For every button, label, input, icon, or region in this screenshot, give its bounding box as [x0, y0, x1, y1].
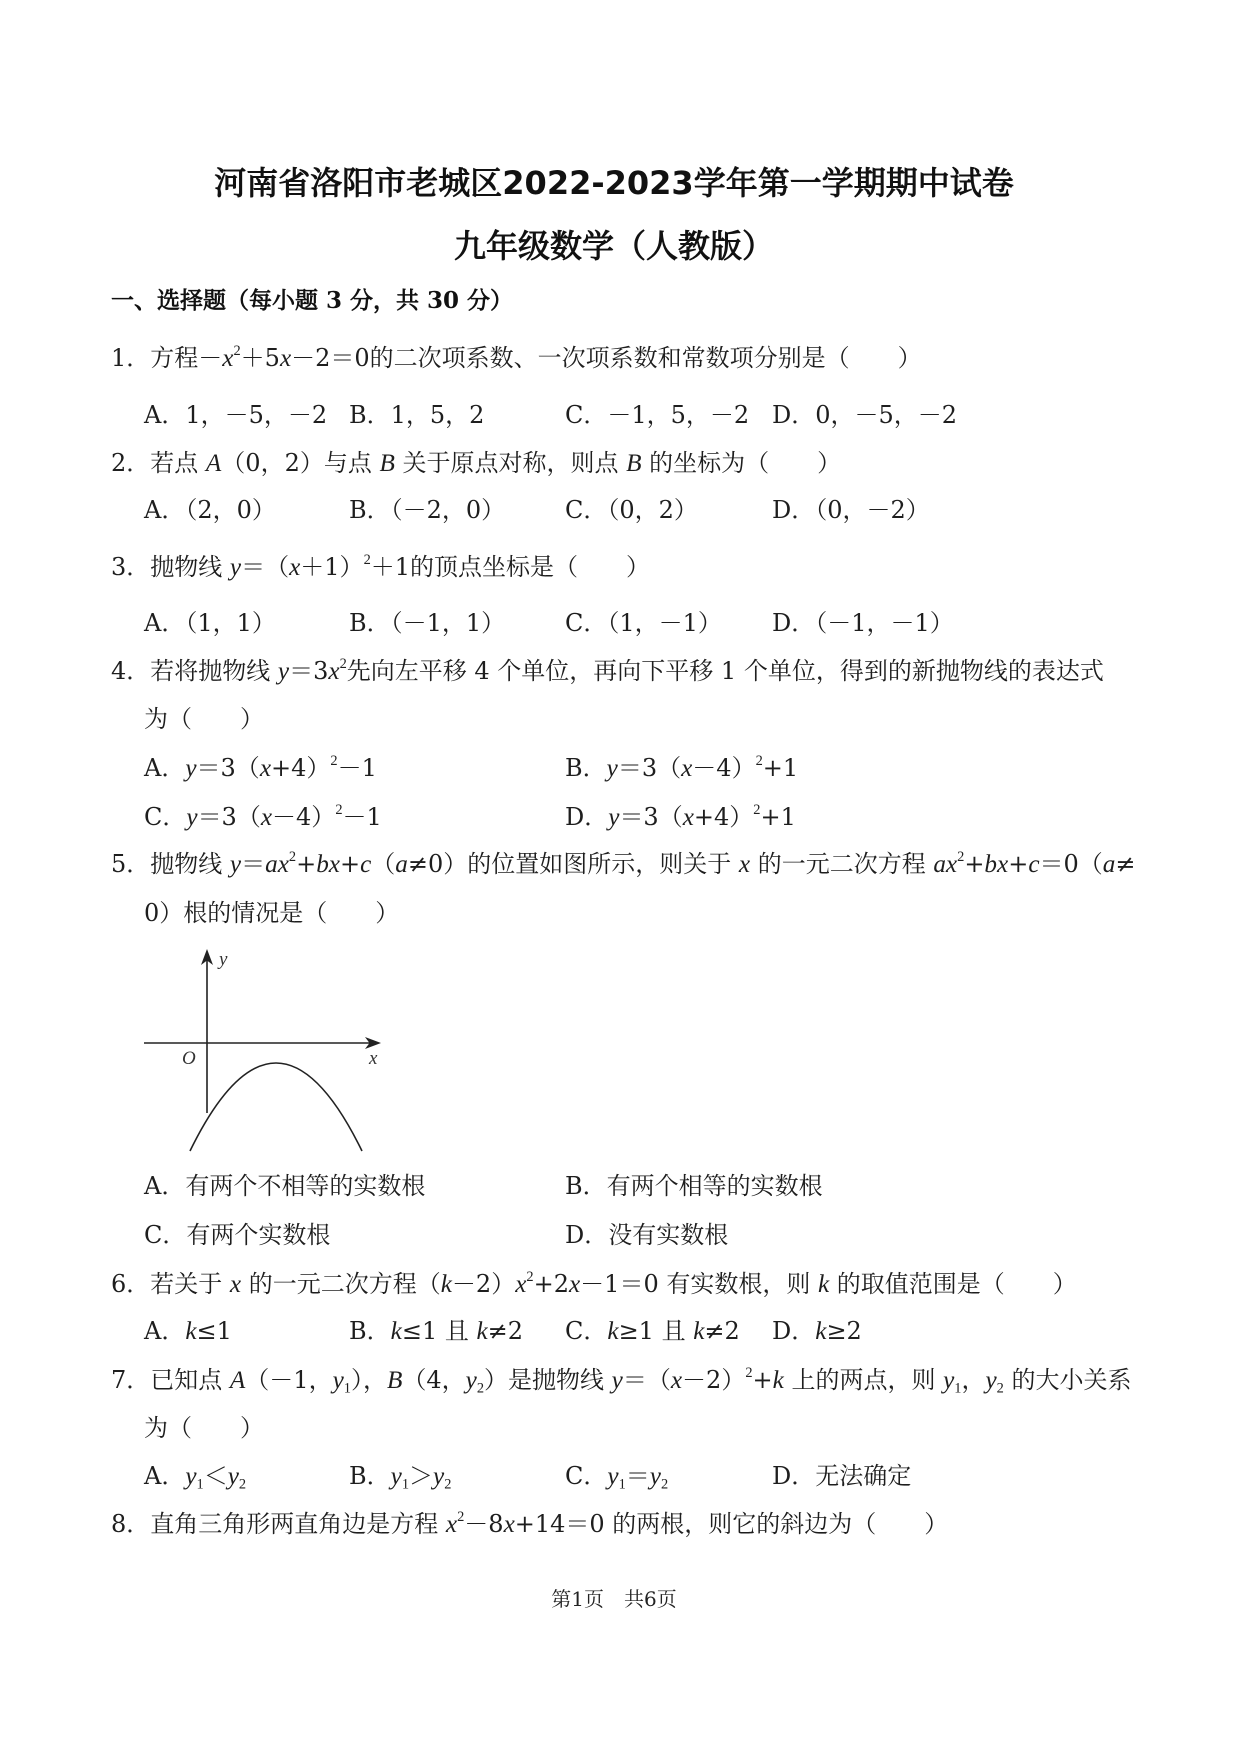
text-run: B． [349, 1462, 391, 1490]
question-5-option-b [565, 1170, 823, 1202]
text-run: D． [565, 803, 609, 831]
math-variable: y [229, 851, 242, 878]
question-4-stem [111, 655, 1104, 687]
math-variable: y [985, 1367, 997, 1394]
text-run: +1 [760, 803, 796, 831]
text-run: + [964, 850, 985, 878]
text-run: （ [371, 850, 396, 878]
question-1-option-d [772, 399, 957, 431]
subscript: 2 [660, 1476, 669, 1493]
text-run: 的一元二次方程 [750, 850, 934, 878]
superscript: 2 [335, 802, 343, 819]
math-variable: B [386, 1367, 403, 1394]
math-variable: x [260, 804, 273, 831]
text-run: +4） [271, 754, 331, 782]
text-run: C．（1，－1） [565, 609, 722, 637]
text-run: D．无法确定 [772, 1462, 912, 1490]
text-run: ≤1 且 [401, 1317, 477, 1345]
question-1-stem [111, 342, 922, 374]
question-4-option-b [565, 752, 798, 784]
text-run: ＝（ [241, 553, 290, 581]
math-variable: y [608, 804, 620, 831]
math-variable: k [440, 1271, 452, 1298]
text-run: －1 [337, 754, 377, 782]
math-variable: x [670, 1367, 683, 1394]
question-7-option-a [144, 1460, 246, 1492]
text-run: ≠2 [704, 1317, 740, 1345]
x-axis-label: x [369, 1048, 378, 1069]
text-run: ＝3（ [196, 754, 260, 782]
text-run: B． [349, 1317, 391, 1345]
subscript: 1 [954, 1380, 962, 1397]
text-run: 3．抛物线 [111, 553, 230, 581]
question-5-option-d [565, 1219, 728, 1251]
text-run: B． [565, 754, 607, 782]
text-run: C．－1，5，－2 [565, 401, 750, 429]
question-1-option-c [565, 399, 749, 431]
math-variable: x [229, 1271, 242, 1298]
question-7-stem-line-2 [144, 1412, 264, 1444]
text-run: －1 [342, 803, 382, 831]
text-run: +2 [533, 1270, 569, 1298]
superscript: 2 [745, 1365, 753, 1382]
text-run: ）是抛物线 [484, 1366, 612, 1394]
question-1-option-b [349, 399, 484, 431]
math-variable: x [289, 554, 301, 581]
text-run: 的坐标为（ ） [641, 449, 842, 477]
text-run: ＝3（ [617, 754, 682, 782]
text-run: （4， [402, 1366, 466, 1394]
math-variable: y [229, 554, 242, 581]
text-run: －2） [451, 1270, 516, 1298]
question-3-stem [111, 551, 650, 583]
text-run: C．（0，2） [565, 496, 698, 524]
exam-subtitle: 九年级数学（人教版） [453, 227, 774, 265]
math-variable: x [503, 1511, 515, 1538]
question-3-option-d [772, 607, 954, 639]
text-run: D． [772, 1317, 816, 1345]
subscript: 1 [618, 1476, 626, 1493]
text-run: 为（ ） [144, 1414, 264, 1442]
superscript: 2 [288, 849, 297, 866]
question-6-option-d [772, 1315, 862, 1347]
text-run: 2．若点 [111, 449, 206, 477]
text-run: ， [961, 1366, 986, 1394]
math-variable: k [693, 1318, 705, 1345]
question-6-stem [111, 1268, 1077, 1300]
math-variable: bx [984, 851, 1009, 878]
text-run: 8．直角三角形两直角边是方程 [111, 1510, 446, 1538]
math-variable: x [328, 658, 340, 685]
math-variable: y [185, 1463, 197, 1490]
text-run: C． [144, 803, 187, 831]
text-run: （－1， [245, 1366, 333, 1394]
text-run: －2） [682, 1366, 746, 1394]
text-run: A． [144, 754, 186, 782]
math-variable: A [229, 1367, 246, 1394]
text-run: B．（－1，1） [349, 609, 506, 637]
superscript: 2 [363, 552, 371, 569]
math-variable: k [772, 1367, 784, 1394]
math-variable: x [222, 345, 234, 372]
text-run: D．（－1，－1） [772, 609, 954, 637]
question-6-option-a [144, 1315, 232, 1347]
math-variable: x [681, 755, 693, 782]
text-run: A．1，－5，－2 [144, 401, 328, 429]
text-run: D．没有实数根 [565, 1221, 729, 1249]
text-run: 1．方程－ [111, 344, 223, 372]
text-run: 的一元二次方程（ [241, 1270, 441, 1298]
question-4-option-c [144, 801, 382, 833]
text-run: 为（ ） [144, 705, 264, 733]
math-variable: x [515, 1271, 527, 1298]
math-variable: x [738, 851, 751, 878]
text-run: 0）根的情况是（ ） [144, 899, 400, 927]
math-variable: x [279, 345, 292, 372]
superscript: 2 [457, 1509, 465, 1526]
subscript: 1 [196, 1476, 204, 1493]
question-1-option-a [144, 399, 327, 431]
text-run: ＝ [625, 1462, 650, 1490]
question-7-option-c [565, 1460, 668, 1492]
text-run: ＝（ [622, 1366, 671, 1394]
parabola-curve [190, 1063, 362, 1151]
y-axis-label: y [219, 949, 228, 970]
math-variable: x [568, 1271, 581, 1298]
text-run: ＝0（ [1039, 850, 1103, 878]
text-run: 关于原点对称，则点 [394, 449, 627, 477]
question-4-option-d [565, 801, 796, 833]
math-variable: a [395, 851, 408, 878]
question-5-stem [111, 848, 1135, 880]
text-run: C． [565, 1462, 608, 1490]
subscript: 2 [444, 1476, 452, 1493]
text-run: ≠ [1115, 850, 1136, 878]
math-variable: ax [933, 851, 958, 878]
text-run: C． [565, 1317, 608, 1345]
subscript: 1 [343, 1380, 351, 1397]
origin-label: O [182, 1048, 196, 1069]
text-run: D．0，－5，－2 [772, 401, 958, 429]
subscript: 2 [996, 1380, 1004, 1397]
math-variable: B [626, 450, 642, 477]
math-variable: k [817, 1271, 830, 1298]
text-run: +4） [693, 803, 754, 831]
math-variable: y [465, 1367, 477, 1394]
question-5-stem-line-2 [144, 897, 399, 929]
math-variable: y [611, 1367, 623, 1394]
text-run: 6．若关于 [111, 1270, 230, 1298]
superscript: 2 [233, 343, 241, 360]
text-run: ＋1） [300, 553, 364, 581]
math-variable: B [379, 450, 395, 477]
subscript: 2 [238, 1476, 247, 1493]
superscript: 2 [330, 753, 338, 770]
question-5-option-c [144, 1219, 330, 1251]
text-run: A．（1，1） [144, 609, 276, 637]
question-2-option-d [772, 494, 930, 526]
text-run: A．（2，0） [144, 496, 276, 524]
text-run: + [296, 850, 317, 878]
math-variable: y [649, 1463, 661, 1490]
math-variable: x [445, 1511, 458, 1538]
math-variable: y [185, 755, 197, 782]
exam-title: 河南省洛阳市老城区2022-2023学年第一学期期中试卷 [214, 164, 1014, 202]
text-run: ≥2 [826, 1317, 862, 1345]
text-run: B．有两个相等的实数根 [565, 1172, 823, 1200]
text-run: D．（0，－2） [772, 496, 930, 524]
math-variable: k [476, 1318, 488, 1345]
text-run: ＋1的顶点坐标是（ ） [370, 553, 651, 581]
text-run: ＞ [409, 1462, 434, 1490]
text-run: 7．已知点 [111, 1366, 230, 1394]
question-2-option-b [349, 494, 505, 526]
subscript: 1 [401, 1476, 410, 1493]
math-variable: k [185, 1318, 197, 1345]
math-variable: A [205, 450, 222, 477]
text-run: + [1008, 850, 1029, 878]
superscript: 2 [753, 802, 761, 819]
superscript: 2 [339, 656, 347, 673]
text-run: ）， [350, 1366, 387, 1394]
math-variable: y [606, 755, 618, 782]
question-2-option-c [565, 494, 698, 526]
text-run: ≤1 [196, 1317, 232, 1345]
text-run: 先向左平移 4 个单位，再向下平移 1 个单位，得到的新抛物线的表达式 [346, 657, 1104, 685]
math-variable: a [1102, 851, 1116, 878]
text-run: 上的两点，则 [783, 1366, 944, 1394]
math-variable: bx [316, 851, 340, 878]
question-8-stem [111, 1508, 948, 1540]
text-run: ＝3（ [197, 803, 261, 831]
text-run: －2＝0的二次项系数、一次项系数和常数项分别是（ ） [291, 344, 922, 372]
text-run: ＝3（ [619, 803, 683, 831]
question-7-option-b [349, 1460, 451, 1492]
math-variable: y [390, 1463, 402, 1490]
text-run: ＝3 [289, 657, 329, 685]
text-run: 的大小关系 [1003, 1366, 1132, 1394]
text-run: ≥1 且 [618, 1317, 694, 1345]
question-4-stem-line-2 [144, 703, 264, 735]
question-2-stem [111, 447, 841, 479]
text-run: 5．抛物线 [111, 850, 230, 878]
text-run: （0，2）与点 [221, 449, 380, 477]
question-4-option-a [144, 752, 377, 784]
question-7-option-d [772, 1460, 911, 1492]
question-6-option-c [565, 1315, 740, 1347]
text-run: ＝ [241, 850, 266, 878]
text-run: ≠2 [487, 1317, 524, 1345]
question-3-option-a [144, 607, 276, 639]
text-run: 的取值范围是（ ） [829, 1270, 1077, 1298]
text-run: －1＝0 有实数根，则 [580, 1270, 818, 1298]
math-variable: y [943, 1367, 955, 1394]
text-run: A．有两个不相等的实数根 [144, 1172, 426, 1200]
question-7-stem [111, 1364, 1132, 1396]
math-variable: x [682, 804, 694, 831]
superscript: 2 [526, 1269, 534, 1286]
text-run: A． [144, 1317, 186, 1345]
text-run: －4） [272, 803, 336, 831]
superscript: 2 [755, 753, 763, 770]
parabola-figure [140, 945, 390, 1157]
text-run: ＜ [203, 1462, 228, 1490]
text-run: +14＝0 的两根，则它的斜边为（ ） [514, 1510, 949, 1538]
text-run: A． [144, 1462, 186, 1490]
text-run: －4） [692, 754, 756, 782]
subscript: 2 [476, 1380, 485, 1397]
text-run: 4．若将抛物线 [111, 657, 278, 685]
question-3-option-b [349, 607, 505, 639]
text-run: C．有两个实数根 [144, 1221, 331, 1249]
section-heading: 一、选择题（每小题 3 分，共 30 分） [111, 287, 514, 314]
math-variable: k [390, 1318, 402, 1345]
math-variable: y [433, 1463, 445, 1490]
text-run: B．1，5，2 [349, 401, 485, 429]
question-6-option-b [349, 1315, 523, 1347]
page-footer: 第1页 共6页 [551, 1587, 677, 1611]
text-run: + [752, 1366, 773, 1394]
question-2-option-a [144, 494, 276, 526]
math-variable: c [1028, 851, 1040, 878]
question-5-option-a [144, 1170, 425, 1202]
math-variable: x [259, 755, 271, 782]
text-run: －8 [464, 1510, 504, 1538]
math-variable: c [360, 851, 372, 878]
text-run: ＋5 [240, 344, 280, 372]
math-variable: ax [265, 851, 289, 878]
math-variable: k [607, 1318, 619, 1345]
text-run: B．（－2，0） [349, 496, 506, 524]
math-variable: y [332, 1367, 344, 1394]
text-run: + [339, 850, 361, 878]
math-variable: y [607, 1463, 619, 1490]
math-variable: k [815, 1318, 827, 1345]
math-variable: y [277, 658, 290, 685]
text-run: ≠0）的位置如图所示，则关于 [407, 850, 739, 878]
math-variable: y [227, 1463, 239, 1490]
question-3-option-c [565, 607, 722, 639]
math-variable: y [186, 804, 198, 831]
superscript: 2 [957, 849, 965, 866]
text-run: +1 [762, 754, 799, 782]
